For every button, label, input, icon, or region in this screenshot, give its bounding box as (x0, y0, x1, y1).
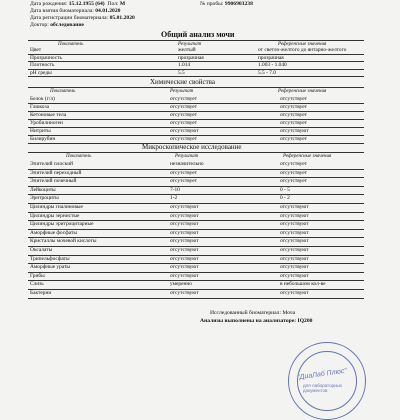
row-reference: отсутствуют (280, 212, 309, 219)
stamp-inner-ring (297, 351, 357, 411)
row-indicator: Эпителий переходный (30, 169, 82, 176)
row-indicator: Цилиндры гиалиновые (30, 204, 83, 210)
sex-value: М (119, 1, 126, 7)
row-reference: 0 - 5 (280, 186, 290, 193)
row-indicator: Цилиндры эритроцитарные (30, 221, 94, 228)
row-result: отсутствуют (170, 212, 199, 219)
lab-stamp (288, 342, 366, 420)
dob-label: Дата рождения: (30, 1, 68, 7)
row-indicator: Оксалаты (30, 247, 53, 253)
row-result: отсутствуют (170, 221, 199, 228)
row-result: отсутствуют (170, 229, 199, 236)
row-result: отсутствуют (170, 255, 199, 262)
row-indicator: Глюкоза (30, 104, 49, 110)
row-reference: отсутствует (280, 161, 307, 167)
dob-line (30, 2, 125, 8)
row-divider (28, 298, 364, 299)
row-result: отсутствует (170, 96, 197, 102)
row-reference: отсутствует (280, 178, 307, 185)
row-result: отсутствует (170, 169, 197, 176)
row-indicator: Бактерии (30, 290, 52, 296)
registration-date-label: Дата регистрации биоматериала: (30, 15, 109, 21)
row-result: отсутствуют (170, 238, 199, 245)
sex-label: Пол: (107, 1, 119, 7)
chem-col-reference-header: Референсные значения (278, 89, 327, 94)
row-result: 7-10 (170, 186, 180, 193)
row-reference: отсутствует (280, 104, 307, 110)
collection-date-label: Дата взятия биоматериала: (30, 8, 94, 14)
collection-date-line (30, 9, 120, 15)
row-result: отсутствует (170, 104, 197, 110)
row-divider (28, 61, 364, 62)
row-indicator: Кетоновые тела (30, 112, 67, 118)
micro-col-indicator-header: Показатель (66, 154, 92, 159)
row-indicator: pH среды (30, 69, 52, 76)
stamp-small-text: для лабораторных документов (303, 383, 343, 393)
doctor-value: обследование (50, 22, 85, 28)
row-reference: отсутствуют (280, 247, 309, 253)
row-indicator: Лейкоциты (30, 186, 56, 193)
row-result: 1.014 (178, 62, 191, 68)
row-result: отсутствуют (170, 247, 199, 253)
row-reference: отсутствует (280, 112, 307, 118)
row-indicator: Кристаллы мочевой кислоты (30, 238, 97, 245)
micro-col-reference-header: Референсные значения (283, 154, 332, 159)
col-result-header: Результат (178, 42, 202, 47)
row-reference: отсутствуют (280, 204, 309, 210)
analyzer-label: Анализы выполнены на анализаторе: (200, 318, 297, 324)
doctor-line (30, 23, 84, 29)
row-indicator: Цилиндры зернистые (30, 212, 80, 219)
row-result: желтый (178, 47, 196, 53)
row-result: прозрачная (178, 54, 204, 61)
dob-value: 15.12.1955 (64) (68, 1, 105, 7)
row-result: отсутствует (170, 112, 197, 118)
row-indicator: Плотность (30, 62, 55, 68)
chem-col-result-header: Результат (170, 89, 194, 94)
row-indicator: Эпителий плоский (30, 161, 74, 167)
chem-divider (28, 87, 364, 88)
row-result: отсутствуют (170, 128, 199, 134)
title-divider (28, 40, 364, 41)
row-result: отсутствуют (170, 264, 199, 271)
chem-col-indicator-header: Показатель (50, 89, 76, 94)
row-indicator: Билирубин (30, 136, 56, 142)
row-result: отсутствуют (170, 204, 199, 210)
registration-date-value: 05.01.2020 (109, 15, 135, 21)
row-result: незначительно (170, 161, 204, 167)
row-reference: отсутствуют (280, 229, 309, 236)
col-indicator-header: Показатель (58, 42, 84, 47)
micro-section-title: Микроскопическое исследование (142, 143, 242, 151)
row-reference: 0 - 2 (280, 195, 290, 202)
report-title: Общий анализ мочи (161, 30, 235, 39)
biomaterial-line (210, 311, 295, 317)
row-indicator: Эритроциты (30, 195, 59, 202)
row-reference: 5.5 - 7.0 (258, 69, 276, 76)
row-indicator: Нитриты (30, 128, 51, 134)
row-indicator: Аморфные ураты (30, 264, 71, 271)
chem-section-title: Химические свойства (150, 78, 215, 86)
row-indicator: Трипельфосфаты (30, 255, 70, 262)
row-reference: отсутствуют (280, 221, 309, 228)
row-indicator: Цвет (30, 47, 42, 53)
sample-value: 9906903238 (224, 1, 253, 7)
row-divider (28, 186, 364, 187)
row-reference: в небольшом кол-ве (280, 281, 326, 288)
row-reference: отсутствует (280, 120, 307, 126)
row-reference: отсутствуют (280, 290, 309, 296)
row-result: отсутствует (170, 120, 197, 126)
biomaterial-value: Моча (282, 310, 296, 316)
col-reference-header: Референсные значения (278, 42, 327, 47)
doctor-label: Доктор: (30, 22, 49, 28)
row-result: 5.5 (178, 69, 185, 76)
row-divider (28, 69, 364, 70)
sample-line (200, 2, 253, 8)
row-result: умеренно (170, 281, 192, 288)
row-result: отсутствует (170, 136, 197, 142)
analyzer-line (200, 319, 312, 325)
micro-col-result-header: Результат (175, 154, 199, 159)
row-reference: отсутствуют (280, 128, 309, 134)
collection-date-value: 04.01.2020 (95, 8, 121, 14)
row-indicator: Эпителий почечный (30, 178, 77, 185)
row-reference: от светло-желтого до янтарно-желтого (258, 47, 347, 53)
row-result: 1-2 (170, 195, 178, 202)
row-indicator: Белок (г/л) (30, 96, 55, 102)
row-result: отсутствуют (170, 272, 199, 279)
row-reference: прозрачная (258, 54, 284, 61)
row-reference: отсутствуют (280, 255, 309, 262)
micro-divider (28, 152, 364, 153)
row-reference: 1.003 - 1.040 (258, 62, 287, 68)
row-reference: отсутствует (280, 136, 307, 142)
row-reference: отсутствует (280, 169, 307, 176)
row-indicator: Уробилиноген (30, 120, 63, 126)
sample-label: № пробы: (200, 1, 224, 7)
registration-date-line (30, 16, 135, 22)
biomaterial-label: Исследованный биоматериал: (210, 310, 282, 316)
analyzer-value: IQ200 (297, 318, 313, 324)
row-indicator: Аморфные фосфаты (30, 229, 77, 236)
row-divider (28, 194, 364, 195)
row-reference: отсутствует (280, 96, 307, 102)
row-indicator: Слизь (30, 281, 44, 288)
row-reference: отсутствуют (280, 264, 309, 271)
row-reference: отсутствуют (280, 238, 309, 245)
row-indicator: Грибы (30, 272, 45, 279)
stamp-text: "ДиаЛаб Плюс" (296, 367, 348, 382)
row-result: отсутствует (170, 178, 197, 185)
row-divider (28, 76, 364, 77)
row-reference: отсутствуют (280, 272, 309, 279)
row-indicator: Прозрачность (30, 54, 62, 61)
row-result: отсутствуют (170, 290, 199, 296)
